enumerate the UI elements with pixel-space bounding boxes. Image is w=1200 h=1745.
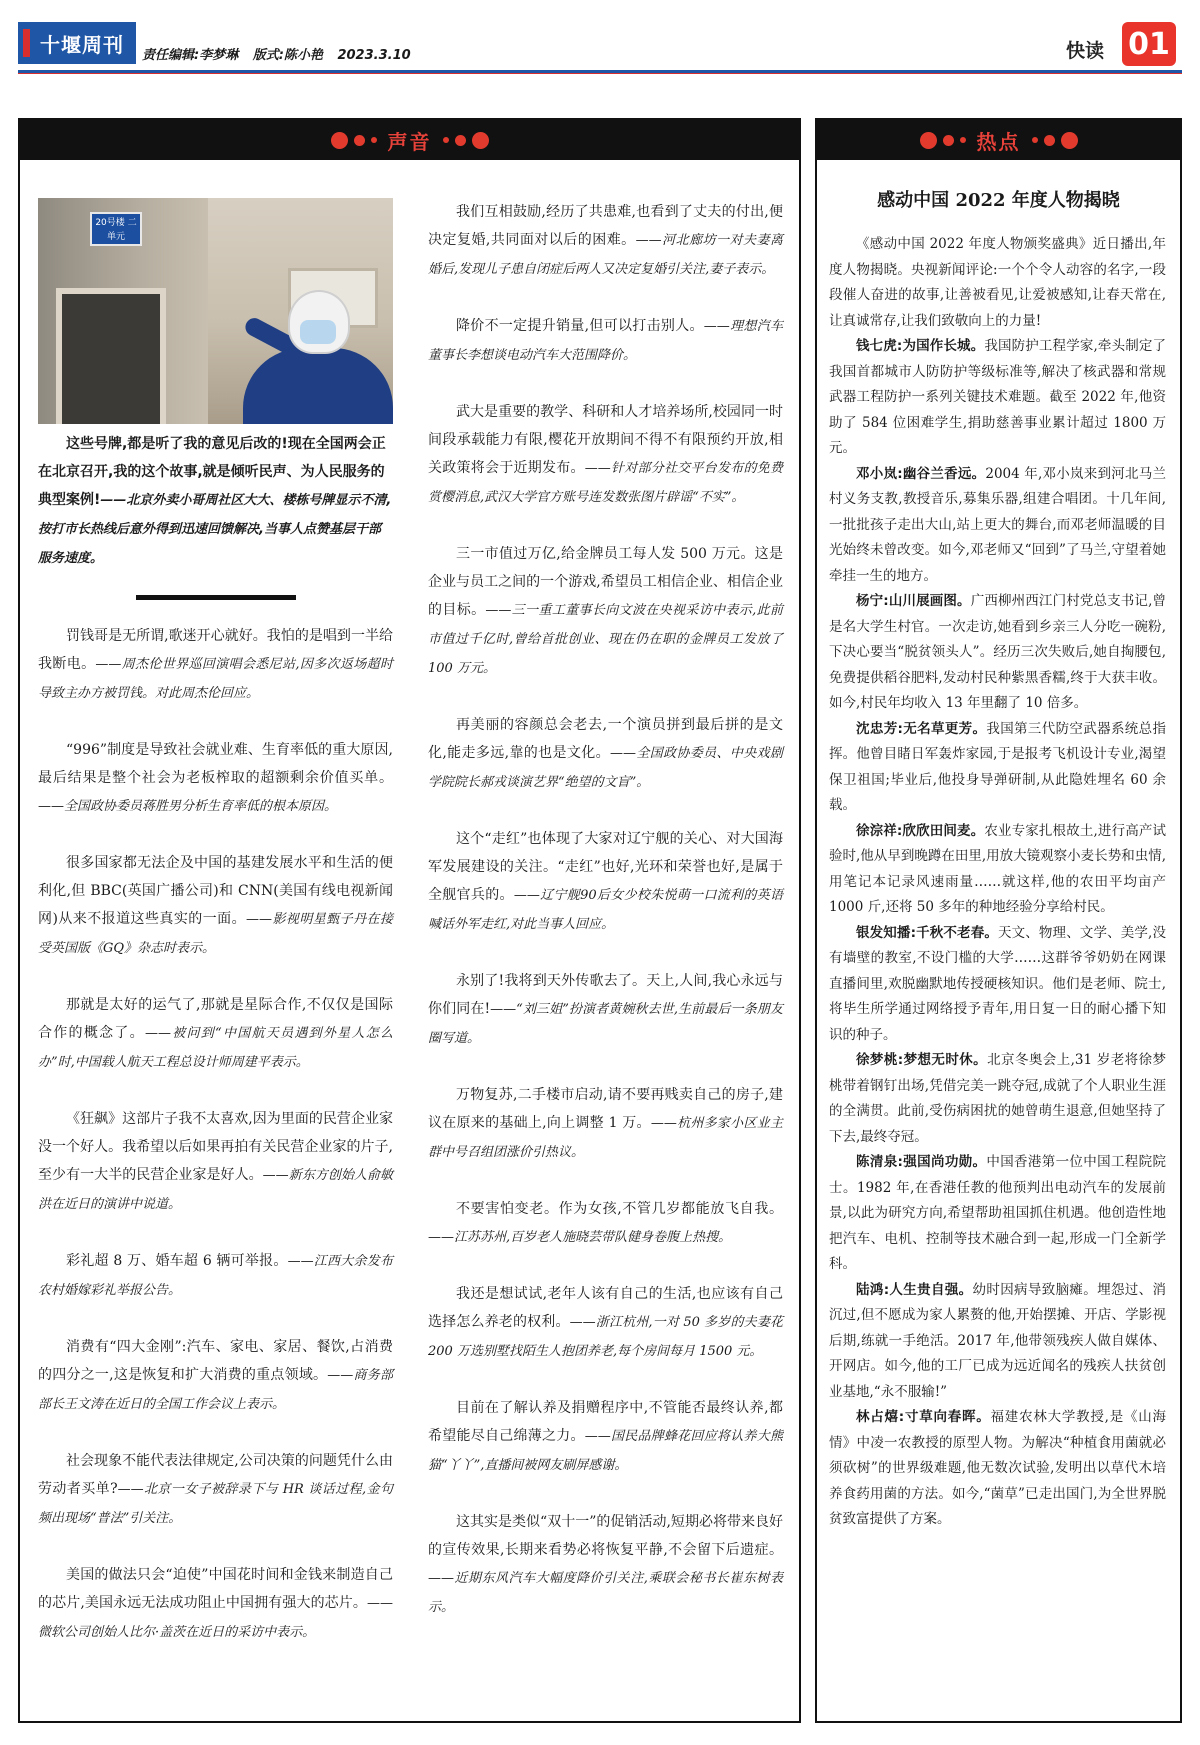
- honoree-name: 沈忠芳:无名草更芳。: [856, 720, 987, 737]
- quote-item: [428, 1280, 783, 1366]
- honoree-description: 福建农林大学教授,是《山海情》中凌一农教授的原型人物。为解决“种植食用菌就必须砍树”的世界级难题,他无数次试验,发明出以草代木培养食药用菌的方法。如今,“菌草”已走出国门,为全世界脱贫致富提供了方案。: [829, 1409, 1166, 1527]
- quote-item: [428, 312, 783, 370]
- honoree-paragraph: [829, 1278, 1166, 1406]
- masthead-rule-accent: [18, 73, 1182, 74]
- quote-source: ——新东方创始人俞敏洪在近日的演讲中说道。: [38, 1168, 393, 1212]
- quote-text: 我还是想试试,老年人该有自己的生活,也应该有自己选择怎么养老的权利。: [428, 1286, 783, 1330]
- quote-source: ——理想汽车董事长李想谈电动汽车大范围降价。: [428, 319, 783, 363]
- dot-icon: [1044, 135, 1055, 146]
- quote-item: [428, 540, 783, 683]
- quote-item: [38, 622, 393, 708]
- quote-source: ——“刘三姐”扮演者黄婉秋去世,生前最后一条朋友圈写道。: [428, 1002, 783, 1046]
- quote-text: 三一市值过万亿,给金牌员工每人发 500 万元。这是企业与员工之间的一个游戏,希望员工相信企业、相信企业的目标。: [428, 546, 783, 618]
- dot-icon: [920, 132, 937, 149]
- quote-item: [38, 849, 393, 963]
- page-number-badge: 01: [1122, 22, 1176, 66]
- news-photo: [38, 198, 393, 424]
- honoree-description: 天文、物理、文学、美学,没有墙壁的教室,不设门槛的大学……这群爷爷奶奶在网课直播间里,欢脱幽默地传授硬核知识。他们是老师、院士,将毕生所学通过网络授予青年,用日复一日的耐心播下知识的种子。: [829, 924, 1166, 1043]
- quote-source: ——河北廊坊一对夫妻离婚后,发现儿子患自闭症后两人又决定复婚引关注,妻子表示。: [428, 233, 783, 277]
- article-intro: 《感动中国 2022 年度人物颁奖盛典》近日播出,年度人物揭晓。央视新闻评论:一个个令人动容的名字,一段段催人奋进的故事,让善被看见,让爱被感知,让春天常在,让真诚常存,让我们致敬向上的力量!: [829, 236, 1166, 329]
- quote-item: [428, 825, 783, 939]
- quote-item: [428, 711, 783, 797]
- quote-item: [38, 1105, 393, 1219]
- quote-item: [38, 1447, 393, 1533]
- issue-date: 2023.3.10: [337, 48, 411, 63]
- quote-source: ——被问到“中国航天员遇到外星人怎么办”时,中国载人航天工程总设计师周建平表示。: [38, 1026, 393, 1070]
- quote-source: ——商务部部长王文涛在近日的全国工作会议上表示。: [38, 1368, 393, 1412]
- quote-source: ——三一重工董事长向文波在央视采访中表示,此前市值过千亿时,曾给首批创业、现在仍在职的金牌员工发放了 100 万元。: [428, 603, 783, 676]
- credits-line: [142, 44, 421, 63]
- quote-text: 万物复苏,二手楼市启动,请不要再贱卖自己的房子,建议在原来的基础上,向上调整 1 万。: [428, 1087, 783, 1131]
- quote-text: 我们互相鼓励,经历了共患难,也看到了丈夫的付出,便决定复婚,共同面对以后的困难。: [428, 204, 783, 248]
- quote-item: [38, 1333, 393, 1419]
- hot-title: 热点: [976, 129, 1021, 154]
- dot-icon: [943, 135, 954, 146]
- honoree-description: 我国防护工程学家,牵头制定了我国首都城市人防防护等级标准等,解决了核武器和常规武器工程防护一系列关键技术难题。截至 2022 年,他资助了 584 位困难学生,捐助慈善事业累计超过 1800 万元。: [829, 338, 1166, 456]
- voices-column-2: [428, 198, 783, 1650]
- quote-text: 目前在了解认养及捐赠程序中,不管能否最终认养,都希望能尽自己绵薄之力。: [428, 1400, 783, 1444]
- quote-text: 很多国家都无法企及中国的基建发展水平和生活的便利化,但 BBC(英国广播公司)和 CNN(美国有线电视新闻网)从来不报道这些真实的一面。: [38, 855, 393, 927]
- dot-icon: [331, 132, 348, 149]
- quote-text: 武大是重要的教学、科研和人才培养场所,校园同一时间段承载能力有限,樱花开放期间不得不有限预约开放,相关政策将会于近期发布。: [428, 404, 783, 476]
- honoree-paragraph: [829, 589, 1166, 717]
- honoree-paragraph: [829, 717, 1166, 819]
- dot-icon: [354, 135, 365, 146]
- honoree-name: 邓小岚:幽谷兰香远。: [856, 465, 986, 482]
- quote-text: 降价不一定提升销量,但可以打击别人。: [456, 318, 704, 334]
- honoree-name: 徐梦桃:梦想无时休。: [856, 1052, 988, 1068]
- quote-source: ——杭州多家小区业主群中号召组团涨价引热议。: [428, 1116, 783, 1160]
- honoree-description: 我国第三代防空武器系统总指挥。他曾目睹日军轰炸家园,于是报考飞机设计专业,渴望保卫祖国;毕业后,他投身导弹研制,从此隐姓埋名 60 余载。: [829, 720, 1167, 813]
- honoree-name: 钱七虎:为国作长城。: [856, 338, 985, 354]
- quote-source: ——江西大余发布农村婚嫁彩礼举报公告。: [38, 1254, 393, 1298]
- quote-source: ——国民品牌蜂花回应将认养大熊猫“丫丫”,直播间被网友刷屏感谢。: [428, 1429, 783, 1473]
- quote-item: [428, 398, 783, 512]
- hot-header: [817, 120, 1180, 160]
- quote-text: 永别了!我将到天外传歌去了。天上,人间,我心永远与你们同在!: [428, 973, 783, 1017]
- honoree-description: 2004 年,邓小岚来到河北马兰村义务支教,教授音乐,募集乐器,组建合唱团。十几年间,一批批孩子走出大山,站上更大的舞台,而邓老师温暖的目光始终未曾改变。如今,邓老师又“回到”了马兰,守望着她牵挂一生的地方。: [829, 465, 1166, 584]
- voices-panel: [18, 118, 801, 1723]
- honoree-name: 杨宁:山川展画图。: [856, 593, 971, 609]
- separator-bar: [136, 595, 296, 600]
- quote-source: ——周杰伦世界巡回演唱会悉尼站,因多次返场超时导致主办方被罚钱。对此周杰伦回应。: [38, 657, 393, 701]
- logo-mark-icon: [23, 29, 30, 57]
- honoree-name: 陈清泉:强国尚功勋。: [856, 1154, 987, 1170]
- dot-icon: [1032, 137, 1038, 143]
- dot-icon: [443, 137, 449, 143]
- quote-item: [428, 1394, 783, 1480]
- honoree-paragraph: [829, 921, 1166, 1049]
- quote-text: 这个“走红”也体现了大家对辽宁舰的关心、对大国海军发展建设的关注。“走红”也好,光环和荣誉也好,是属于全舰官兵的。: [428, 831, 783, 903]
- quote-text: “996”制度是导致社会就业难、生育率低的重大原因,最后结果是整个社会为老板榨取的超额剩余价值买单。: [38, 742, 393, 786]
- article-body: [817, 232, 1180, 1533]
- quote-text: 社会现象不能代表法律规定,公司决策的问题凭什么由劳动者买单?: [38, 1453, 393, 1497]
- quote-source: ——北京一女子被辞录下与 HR 谈话过程,金句频出现场“普法”引关注。: [38, 1482, 393, 1526]
- quote-source: ——近期东风汽车大幅度降价引关注,乘联会秘书长崔东树表示。: [428, 1571, 783, 1615]
- honoree-description: 广西柳州西江门村党总支书记,曾是名大学生村官。一次走访,她看到乡亲三人分吃一碗粉,下决心要当“脱贫领头人”。经历三次失败后,她自掏腰包,免费提供稻谷肥料,发动村民种紫黑香糯,终于大获丰收。如今,村民年均收入 13 年里翻了 10 倍多。: [829, 593, 1167, 711]
- building-number-sign: 20号楼 二单元: [90, 212, 142, 246]
- honoree-name: 林占熺:寸草向春晖。: [856, 1409, 991, 1425]
- honoree-description: 农业专家扎根故土,进行高产试验时,他从早到晚蹲在田里,用放大镜观察小麦长势和虫情,用笔记本记录风速雨量……就这样,他的农田平均亩产 1000 斤,还将 50 多年的种地经验分享给村民。: [829, 822, 1166, 915]
- voices-header: [20, 120, 799, 160]
- quote-text: 这其实是类似“双十一”的促销活动,短期必将带来良好的宣传效果,长期来看势必将恢复平静,不会留下后遗症。: [428, 1514, 783, 1558]
- dot-icon: [960, 137, 966, 143]
- honoree-name: 徐淙祥:欣欣田间麦。: [856, 822, 985, 839]
- section-name: 快读: [1065, 40, 1104, 62]
- honoree-paragraph: [829, 1150, 1166, 1278]
- quote-text: 再美丽的容颜总会老去,一个演员拼到最后拼的是文化,能走多远,靠的也是文化。: [428, 717, 783, 761]
- honoree-paragraph: [829, 462, 1166, 590]
- quote-item: [428, 967, 783, 1053]
- quote-source: ——微软公司创始人比尔·盖茨在近日的采访中表示。: [38, 1596, 393, 1640]
- quote-item: [428, 1081, 783, 1167]
- quote-item: [38, 991, 393, 1077]
- quote-item: [428, 1508, 783, 1622]
- quote-source: ——江苏苏州,百岁老人施晓芸带队健身卷腹上热搜。: [428, 1230, 732, 1245]
- honoree-description: 北京冬奥会上,31 岁老将徐梦桃带着钢钉出场,凭借完美一跳夺冠,成就了个人职业生涯的全满贯。此前,受伤病困扰的她曾萌生退意,但她坚持了下去,最终夺冠。: [829, 1052, 1166, 1145]
- quote-text: 那就是太好的运气了,那就是星际合作,不仅仅是国际合作的概念了。: [38, 997, 393, 1041]
- dot-icon: [472, 132, 489, 149]
- voices-title: 声音: [387, 129, 432, 154]
- hot-panel: [815, 118, 1182, 1723]
- lead-quote-source: ——北京外卖小哥周社区大大、楼栋号牌显示不清,按打市长热线后意外得到迅速回馈解决,当事人点赞基层干部服务速度。: [38, 493, 392, 566]
- layout-credit: 版式:陈小艳: [252, 48, 323, 63]
- quote-text: 不要害怕变老。作为女孩,不管几岁都能放飞自我。: [456, 1201, 783, 1217]
- quote-text: 《狂飙》这部片子我不太喜欢,因为里面的民营企业家没一个好人。我希望以后如果再拍有关民营企业家的片子,至少有一大半的民营企业家是好人。: [38, 1111, 393, 1183]
- voices-column-1: [38, 198, 393, 1675]
- honoree-description: 中国香港第一位中国工程院院士。1982 年,在香港任教的他预判出电动汽车的发展前景,以此为研究方向,希望帮助祖国抓住机遇。他创造性地把汽车、电机、控制等技术融合到一起,形成一门全新学科。: [829, 1154, 1167, 1272]
- logo-text: 十堰周刊: [40, 32, 124, 57]
- quote-text: 罚钱哥是无所谓,歌迷开心就好。我怕的是唱到一半给我断电。: [38, 628, 393, 672]
- dot-icon: [371, 137, 377, 143]
- article-headline: 感动中国 2022 年度人物揭晓: [877, 190, 1120, 211]
- quote-source: ——浙江杭州,一对 50 多岁的夫妻花 200 万选别墅找陌生人抱团养老,每个房间每月 1500 元。: [428, 1315, 783, 1359]
- quote-item: [428, 1195, 783, 1252]
- honoree-name: 银发知播:千秋不老春。: [856, 924, 998, 941]
- quote-source: ——辽宁舰90后女少校朱悦萌一口流利的英语喊话外军走红,对此当事人回应。: [428, 888, 784, 932]
- quote-item: [428, 198, 783, 284]
- quote-source: ——针对部分社交平台发布的免费赏樱消息,武汉大学官方账号连发数张图片辟谣“不实”。: [428, 461, 783, 505]
- quote-source: ——全国政协委员蒋胜男分析生育率低的根本原因。: [38, 799, 338, 814]
- lead-quote: 这些号牌,都是听了我的意见后改的!现在全国两会正在北京召开,我的这个故事,就是倾听民声、为人民服务的典型案例!: [38, 436, 386, 508]
- honoree-paragraph: [829, 819, 1166, 921]
- quote-item: [38, 736, 393, 821]
- quote-text: 彩礼超 8 万、婚车超 6 辆可举报。: [66, 1253, 288, 1269]
- editor-credit: 责任编辑:李梦琳: [142, 48, 239, 63]
- honoree-paragraph: [829, 1048, 1166, 1150]
- honoree-description: 幼时因病导致脑瘫。埋怨过、消沉过,但不愿成为家人累赘的他,开始摆摊、开店、学影视后期,练就一手绝活。2017 年,他带领残疾人做自媒体、开网店。如今,他的工厂已成为远近闻名的残疾人扶贫创业基地,“永不服输!”: [829, 1281, 1167, 1400]
- honoree-paragraph: [829, 1405, 1166, 1533]
- dot-icon: [455, 135, 466, 146]
- quote-source: ——全国政协委员、中央戏剧学院院长郝戎谈演艺界“绝望的文盲”。: [428, 746, 783, 790]
- lead-quote-block: [38, 430, 393, 573]
- quote-text: 美国的做法只会“迫使”中国花时间和金钱来制造自己的芯片,美国永远无法成功阻止中国拥有强大的芯片。: [38, 1567, 393, 1611]
- honoree-paragraph: [829, 334, 1166, 462]
- quote-item: [38, 1561, 393, 1647]
- newspaper-logo: [18, 22, 136, 64]
- honoree-name: 陆鸿:人生贵自强。: [856, 1281, 973, 1298]
- quote-source: ——影视明星甄子丹在接受英国版《GQ》杂志时表示。: [38, 912, 393, 956]
- dot-icon: [1061, 132, 1078, 149]
- quote-item: [38, 1247, 393, 1305]
- masthead: [18, 22, 1182, 70]
- quote-text: 消费有“四大金刚”:汽车、家电、家居、餐饮,占消费的四分之一,这是恢复和扩大消费的重点领域。: [38, 1339, 393, 1383]
